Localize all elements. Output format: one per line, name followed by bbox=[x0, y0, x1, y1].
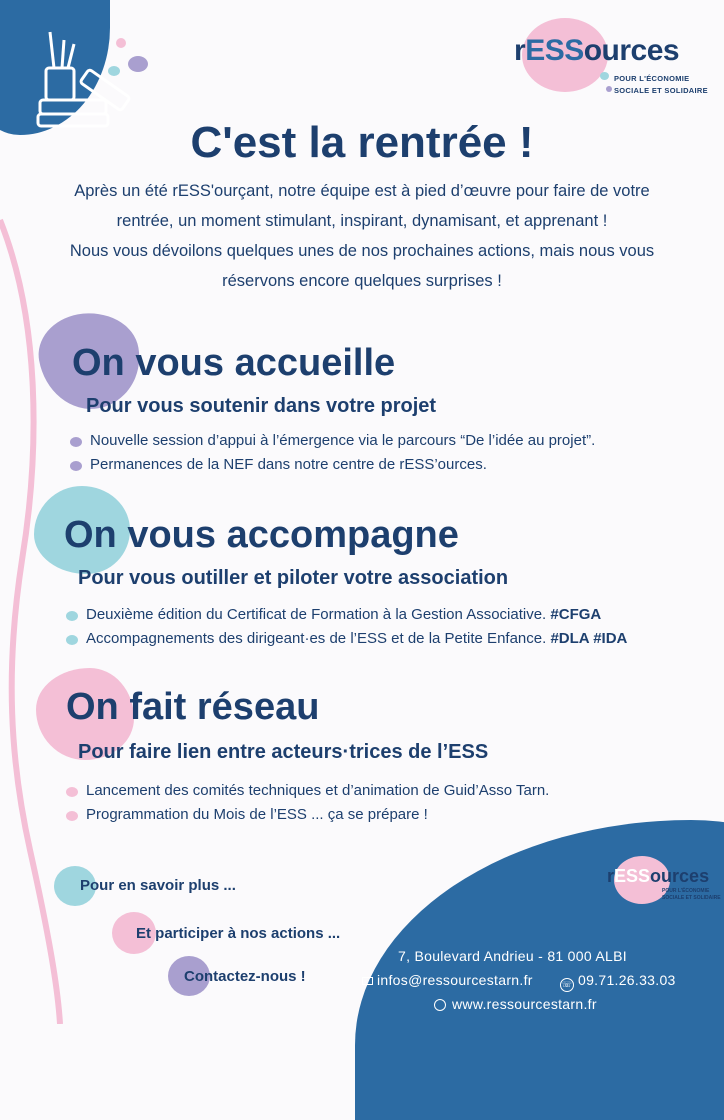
intro-line: rentrée, un moment stimulant, inspirant, dynamisant, et apprenant ! bbox=[116, 212, 608, 230]
section-1-subheading: Pour vous soutenir dans votre projet bbox=[86, 395, 437, 417]
logo-wordmark: rESSources bbox=[514, 34, 680, 67]
footer-email-row bbox=[362, 972, 533, 988]
cta-learn-more: Pour en savoir plus ... bbox=[80, 877, 236, 894]
cta-contact: Contactez-nous ! bbox=[184, 968, 306, 985]
intro-line: Après un été rESS'ourçant, notre équipe est à pied d’œuvre pour faire de votre bbox=[74, 182, 650, 200]
section-3-list bbox=[66, 779, 549, 827]
page-title: C'est la rentrée ! bbox=[190, 118, 534, 167]
footer-logo-tagline-2: SOCIALE ET SOLIDAIRE bbox=[662, 895, 721, 901]
small-teal-dot bbox=[108, 66, 120, 76]
section-2-list bbox=[66, 603, 627, 651]
bullet-dot bbox=[66, 611, 78, 621]
logo-tagline-2: SOCIALE ET SOLIDAIRE bbox=[614, 86, 708, 95]
list-item: Lancement des comités techniques et d’animation de Guid’Asso Tarn. bbox=[66, 779, 549, 803]
cta-participate: Et participer à nos actions ... bbox=[136, 925, 341, 942]
list-item: Nouvelle session d’appui à l’émergence via le parcours “De l’idée au projet”. bbox=[70, 429, 595, 453]
list-item: Programmation du Mois de l’ESS ... ça se prépare ! bbox=[66, 803, 549, 827]
intro-paragraph bbox=[20, 176, 704, 296]
logo-purple-dot bbox=[606, 86, 612, 92]
footer-logo-wordmark: rESSources bbox=[607, 866, 710, 886]
section-3-subheading: Pour faire lien entre acteurs·trices de l’ESS bbox=[78, 741, 489, 763]
mail-icon bbox=[362, 977, 373, 985]
list-item: Accompagnements des dirigeant·es de l’ESS et de la Petite Enfance. #DLA #IDA bbox=[66, 627, 627, 651]
footer-address: 7, Boulevard Andrieu - 81 000 ALBI bbox=[398, 948, 627, 964]
section-1-list bbox=[70, 429, 595, 477]
small-purple-dot bbox=[128, 56, 148, 72]
list-item: Permanences de la NEF dans notre centre de rESS’ources. bbox=[70, 453, 595, 477]
section-3-heading: On fait réseau bbox=[66, 686, 320, 728]
phone-icon: ☏ bbox=[560, 978, 574, 992]
bullet-dot bbox=[70, 461, 82, 471]
section-2-heading: On vous accompagne bbox=[64, 514, 459, 556]
footer-email[interactable]: infos@ressourcestarn.fr bbox=[377, 972, 533, 988]
section-2-subheading: Pour vous outiller et piloter votre association bbox=[78, 567, 509, 589]
bullet-dot bbox=[66, 635, 78, 645]
bullet-dot bbox=[66, 787, 78, 797]
footer-website[interactable]: www.ressourcestarn.fr bbox=[452, 996, 597, 1012]
bullet-dot bbox=[66, 811, 78, 821]
globe-icon bbox=[434, 999, 446, 1011]
section-1-heading: On vous accueille bbox=[72, 342, 396, 384]
footer-website-row bbox=[434, 996, 597, 1012]
logo-teal-dot bbox=[600, 72, 609, 80]
footer-phone[interactable]: 09.71.26.33.03 bbox=[578, 972, 676, 988]
intro-line: Nous vous dévoilons quelques unes de nos prochaines actions, mais nous vous bbox=[69, 242, 655, 260]
intro-line: réservons encore quelques surprises ! bbox=[222, 272, 502, 290]
logo-tagline-1: POUR L'ÉCONOMIE bbox=[614, 74, 690, 83]
footer-logo-tagline-1: POUR L'ÉCONOMIE bbox=[662, 888, 710, 894]
small-pink-dot bbox=[116, 38, 126, 48]
footer-phone-row bbox=[560, 972, 676, 990]
list-item: Deuxième édition du Certificat de Formation à la Gestion Associative. #CFGA bbox=[66, 603, 627, 627]
bullet-dot bbox=[70, 437, 82, 447]
